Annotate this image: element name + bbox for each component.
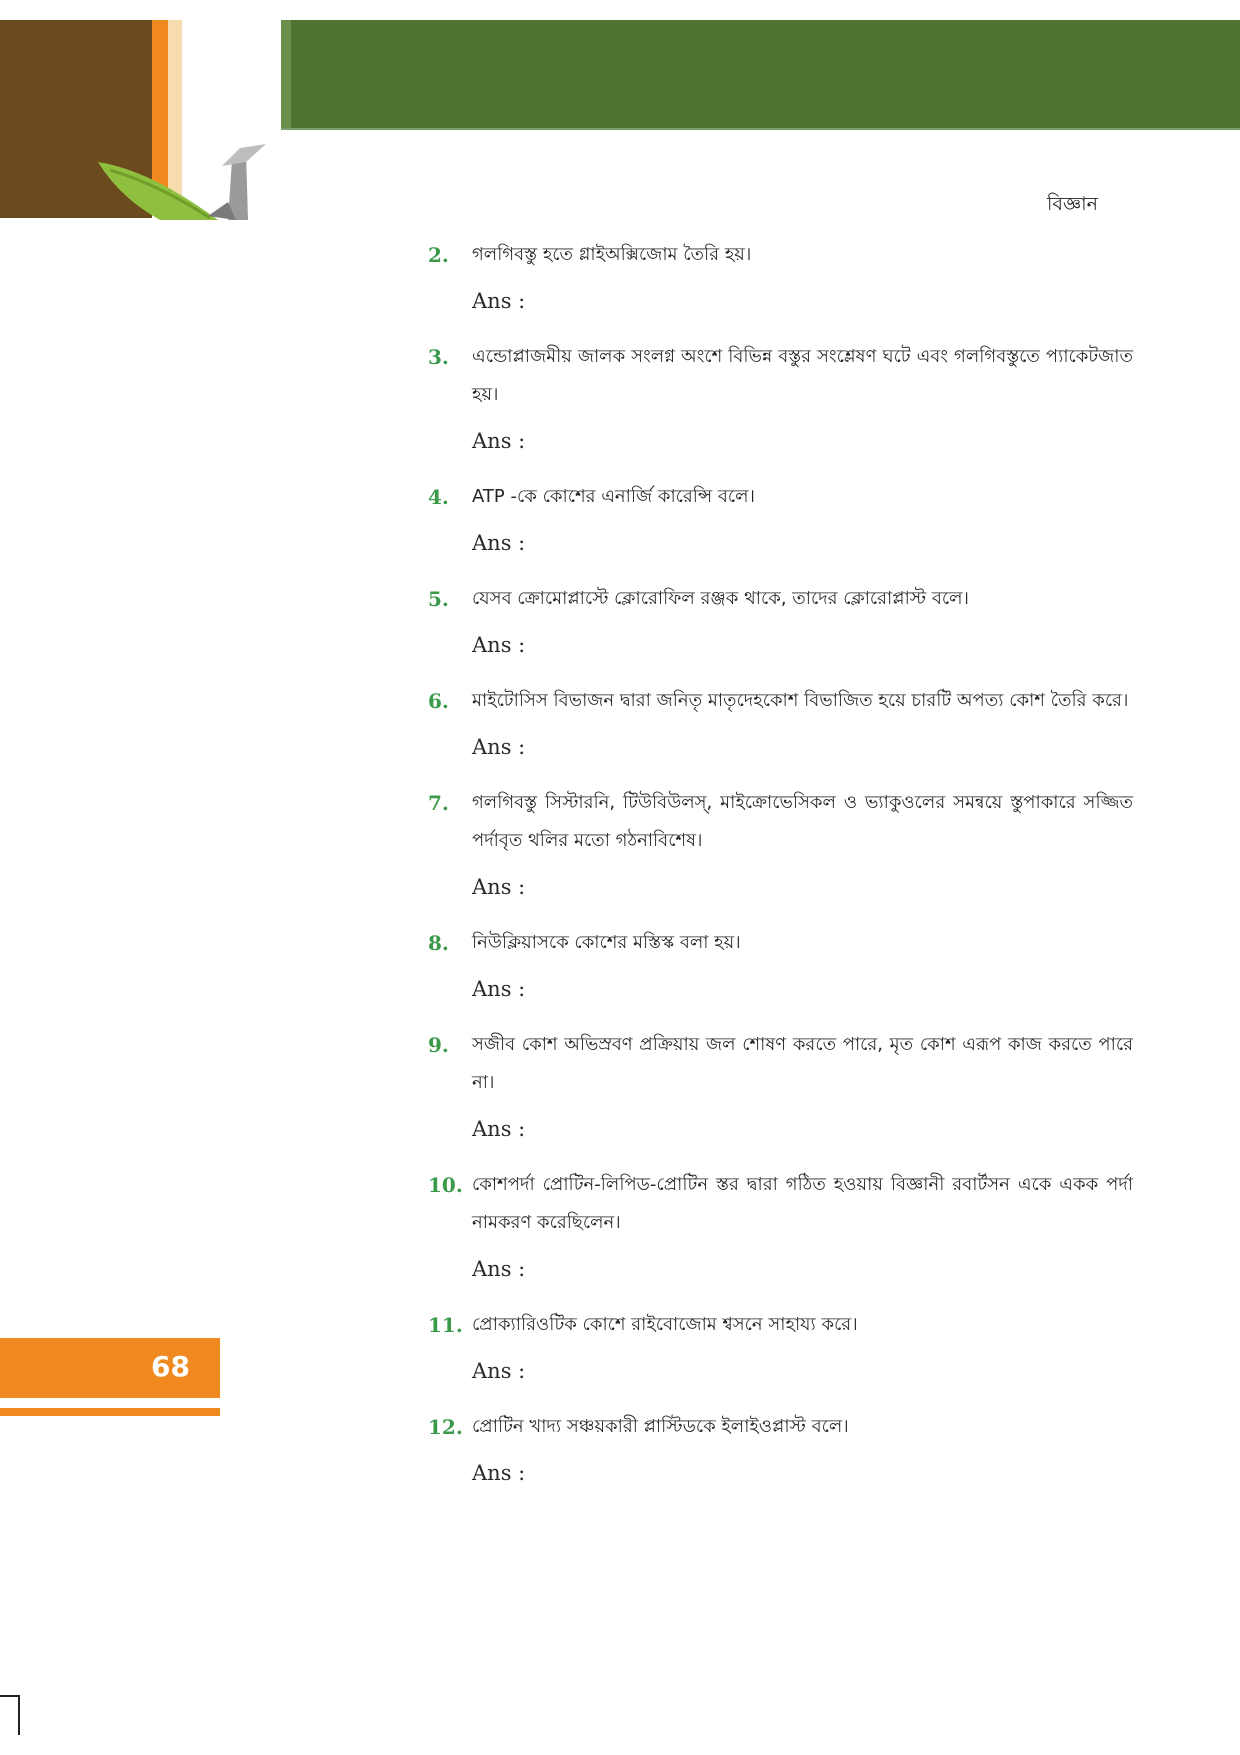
question-number: 4. xyxy=(428,485,449,509)
answer-label: Ans : xyxy=(472,875,526,899)
question-number: 6. xyxy=(428,689,449,713)
crop-mark-bottom-left-h xyxy=(0,1695,20,1697)
answer-label: Ans : xyxy=(472,1117,526,1141)
question-item xyxy=(428,478,1133,558)
crop-mark-bottom-left-v xyxy=(18,1695,20,1735)
question-text: মাইটোসিস বিভাজন দ্বারা জনিতৃ মাতৃদেহকোশ বিভাজিত হয়ে চারটি অপত্য কোশ তৈরি করে। xyxy=(472,690,1129,711)
question-text: যেসব ক্রোমোপ্লাস্টে ক্লোরোফিল রঞ্জক থাকে, তাদের ক্লোরোপ্লাস্ট বলে। xyxy=(472,588,969,609)
question-text: ATP -কে কোশের এনার্জি কারেন্সি বলে। xyxy=(472,486,755,507)
question-number: 3. xyxy=(428,345,449,369)
answer-label: Ans : xyxy=(472,289,526,313)
page-number: 68 xyxy=(151,1350,190,1383)
answer-label: Ans : xyxy=(472,531,526,555)
question-text: এন্ডোপ্লাজমীয় জালক সংলগ্ন অংশে বিভিন্ন বস্তুর সংশ্লেষণ ঘটে এবং গলগিবস্তুতে প্যাকেটজাত হয়। xyxy=(472,346,1133,405)
question-number: 11. xyxy=(428,1313,463,1337)
question-item xyxy=(428,924,1133,1004)
question-item xyxy=(428,1408,1133,1488)
page-number-tab xyxy=(0,1338,220,1398)
answer-label: Ans : xyxy=(472,1359,526,1383)
answer-label: Ans : xyxy=(472,1461,526,1485)
question-text: কোশপর্দা প্রোটিন-লিপিড-প্রোটিন স্তর দ্বারা গঠিত হওয়ায় বিজ্ঞানী রবার্টসন একে একক পর্দা নামকরণ করেছিলেন। xyxy=(472,1174,1133,1233)
header-band xyxy=(281,20,1240,130)
question-item xyxy=(428,682,1133,762)
question-text: সজীব কোশ অভিস্রবণ প্রক্রিয়ায় জল শোষণ করতে পারে, মৃত কোশ এরূপ কাজ করতে পারে না। xyxy=(472,1034,1133,1093)
corner-decoration xyxy=(0,20,290,220)
question-item xyxy=(428,1026,1133,1144)
question-item xyxy=(428,580,1133,660)
question-item xyxy=(428,1306,1133,1386)
question-number: 8. xyxy=(428,931,449,955)
answer-label: Ans : xyxy=(472,1257,526,1281)
corner-cream-stripe xyxy=(168,20,182,195)
question-number: 10. xyxy=(428,1173,463,1197)
answer-label: Ans : xyxy=(472,977,526,1001)
question-list xyxy=(428,236,1133,1510)
answer-label: Ans : xyxy=(472,429,526,453)
corner-white-stripe xyxy=(182,20,192,180)
question-item xyxy=(428,236,1133,316)
header-band-edge xyxy=(281,20,291,128)
question-number: 5. xyxy=(428,587,449,611)
answer-label: Ans : xyxy=(472,633,526,657)
subject-label: বিজ্ঞান xyxy=(1046,193,1098,215)
answer-label: Ans : xyxy=(472,735,526,759)
question-number: 9. xyxy=(428,1033,449,1057)
question-text: গলগিবস্তু হতে গ্লাইঅক্সিজোম তৈরি হয়। xyxy=(472,244,752,265)
question-item xyxy=(428,784,1133,902)
question-text: গলগিবস্তু সিস্টারনি, টিউবিউলস্, মাইক্রোভেসিকল ও ভ্যাকুওলের সমন্বয়ে স্তুপাকারে সজ্জিত পর্দাবৃত থলির মতো গঠনাবিশেষ। xyxy=(472,792,1133,851)
question-item xyxy=(428,1166,1133,1284)
question-number: 12. xyxy=(428,1415,463,1439)
question-text: প্রোটিন খাদ্য সঞ্চয়কারী প্লাস্টিডকে ইলাইওপ্লাস্ট বলে। xyxy=(472,1416,849,1437)
question-number: 7. xyxy=(428,791,449,815)
question-text: প্রোক্যারিওটিক কোশে রাইবোজোম শ্বসনে সাহায্য করে। xyxy=(472,1314,858,1335)
question-number: 2. xyxy=(428,243,449,267)
page-tab-underline xyxy=(0,1408,220,1416)
sprout-stem-icon xyxy=(208,144,266,220)
question-item xyxy=(428,338,1133,456)
question-text: নিউক্লিয়াসকে কোশের মস্তিস্ক বলা হয়। xyxy=(472,932,741,953)
